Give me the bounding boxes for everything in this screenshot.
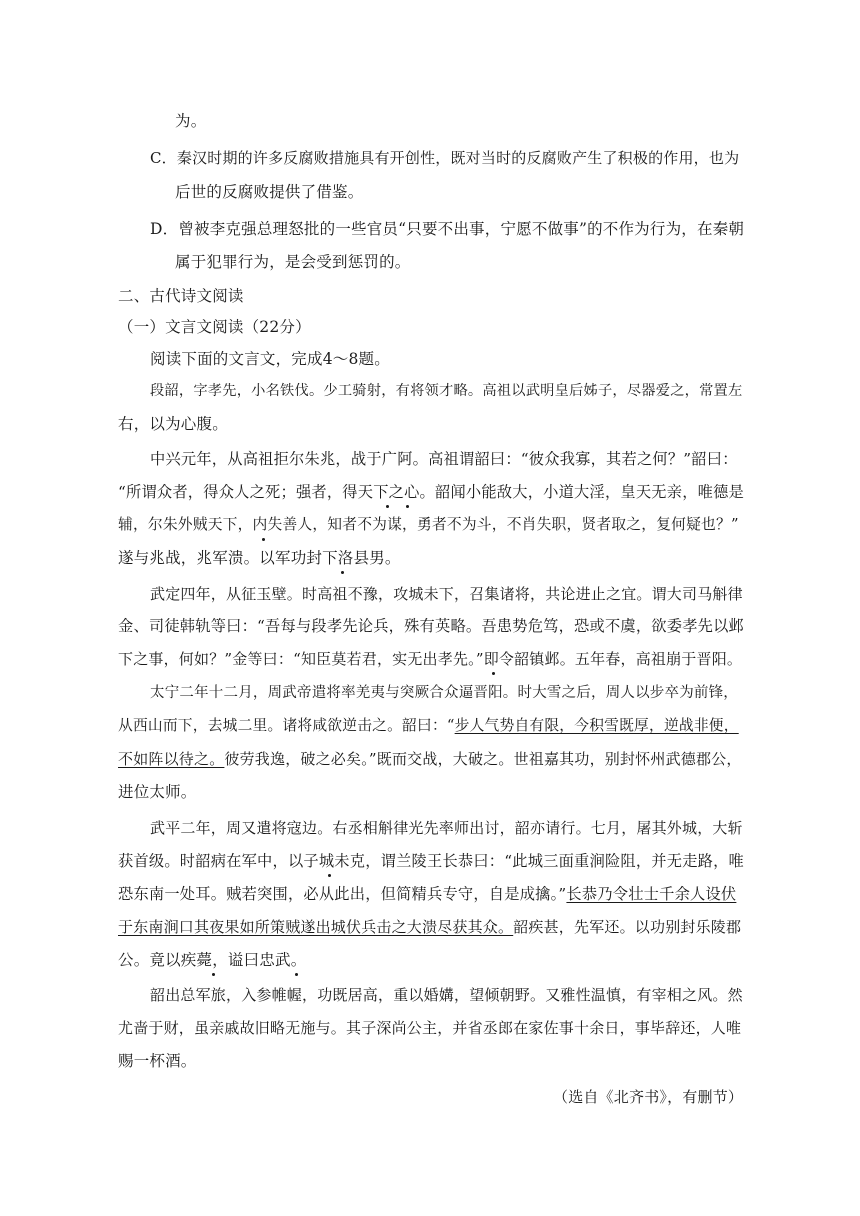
underlined-sentence: 长恭乃令壮士千余人设伏 <box>566 885 737 903</box>
subsection-heading: （一）文言文阅读（22分） <box>118 318 311 336</box>
text-line: 公。竟以疾薨，谥曰忠武。 <box>118 951 307 969</box>
text-segment: 韶疾甚，先军还。以功别封乐陵郡 <box>513 918 742 936</box>
emphasis-dot <box>212 973 215 976</box>
emphasis-dot <box>341 571 344 574</box>
text-line: 辅，尔朱外贼天下，内失善人，知者不为谋，勇者不为斗，不肖失职，贤者取之，复何疑也？” <box>118 516 739 533</box>
underlined-sentence: 不如阵以待之。 <box>118 750 225 768</box>
text-line: 获首级。时韶病在军中，以子城未克，谓兰陵王长恭曰：“此城三面重涧险阻，并无走路，唯 <box>118 852 744 870</box>
text-line <box>118 884 736 904</box>
text-line <box>118 716 739 736</box>
text-segment: 恐东南一处耳。贼若突围，必从此出，但简精兵专守，自是成擒。” <box>118 885 567 903</box>
text-line: 进位太师。 <box>118 783 197 801</box>
emphasis-dot <box>328 874 331 877</box>
text-line: 右，以为心腹。 <box>118 415 228 433</box>
text-line <box>118 917 741 937</box>
text-line <box>118 749 742 769</box>
text-line: 后世的反腐败提供了借鉴。 <box>175 183 364 201</box>
text-line: 赐一杯酒。 <box>118 1052 197 1070</box>
option-d: D．曾被李克强总理怒批的一些官员“只要不出事，宁愿不做事”的不作为行为，在秦朝 <box>150 220 745 238</box>
option-c: C．秦汉时期的许多反腐败措施具有开创性，既对当时的反腐败产生了积极的作用，也为 <box>150 149 740 167</box>
text-line: “所谓众者，得众人之死；强者，得天下之心。韶闻小能敌大，小道大淫，皇天无亲，唯德是 <box>118 483 744 501</box>
text-line: 遂与兆战，兆军溃。以军功封下洛县男。 <box>118 549 401 567</box>
text-line: 为。 <box>175 112 207 130</box>
text-line: 武平二年，周又遣将寇边。右丞相斛律光先率师出讨，韶亦请行。七月，屠其外城，大斩 <box>150 819 743 837</box>
text-line: 金、司徒韩轨等曰：“吾每与段孝先论兵，殊有英略。吾患势危笃，恐或不虞，欲委孝先以邺 <box>118 617 744 635</box>
text-line: 太宁二年十二月，周武帝遣将率羌夷与突厥合众逼晋阳。时大雪之后，周人以步卒为前锋， <box>150 685 738 701</box>
text-line: 段韶，字孝先，小名铁伐。少工骑射，有将领才略。高祖以武明皇后姊子，尽器爱之，常置左 <box>150 383 743 399</box>
source-citation: （选自《北齐书》，有删节） <box>553 1088 744 1106</box>
underlined-sentence: 于东南涧口其夜果如所策贼遂出城伏兵击之大溃尽获其众。 <box>118 918 514 936</box>
text-line: 尤啬于财，虽亲戚故旧略无施与。其子深尚公主，并省丞郎在家佐事十余日，事毕辞还，人唯 <box>118 1019 742 1037</box>
text-segment: 从西山而下，去城二里。诸将咸欲逆击之。韶曰：“ <box>118 717 455 734</box>
section-heading: 二、古代诗文阅读 <box>118 287 244 305</box>
emphasis-dot <box>295 973 298 976</box>
text-line: 武定四年，从征玉壁。时高祖不豫，攻城未下，召集诸将，共论进止之宜。谓大司马斛律 <box>150 585 743 603</box>
emphasis-dot <box>406 505 409 508</box>
text-segment: 彼劳我逸，破之必矣。”既而交战，大破之。世祖嘉其功，别封怀州武德郡公， <box>224 750 742 768</box>
text-line: 中兴元年，从高祖拒尔朱兆，战于广阿。高祖谓韶曰：“彼众我寡，其若之何？”韶曰： <box>150 450 738 468</box>
emphasis-dot <box>386 505 389 508</box>
text-line: 下之事，何如？”金等曰：“知臣莫若君，实无出孝先。”即令韶镇邺。五年春，高祖崩于晋阳。 <box>118 650 743 668</box>
underlined-sentence: 步人气势自有限，今积雪既厚，逆战非便， <box>454 717 739 734</box>
text-line: 韶出总军旅，入参帷幄，功既居高，重以婚媾，望倾朝野。又雅性温慎，有宰相之风。然 <box>150 986 743 1004</box>
text-line: 属于犯罪行为，是会受到惩罚的。 <box>175 253 411 271</box>
emphasis-dot <box>492 672 495 675</box>
emphasis-dot <box>262 538 265 541</box>
instruction: 阅读下面的文言文，完成4～8题。 <box>150 350 390 368</box>
